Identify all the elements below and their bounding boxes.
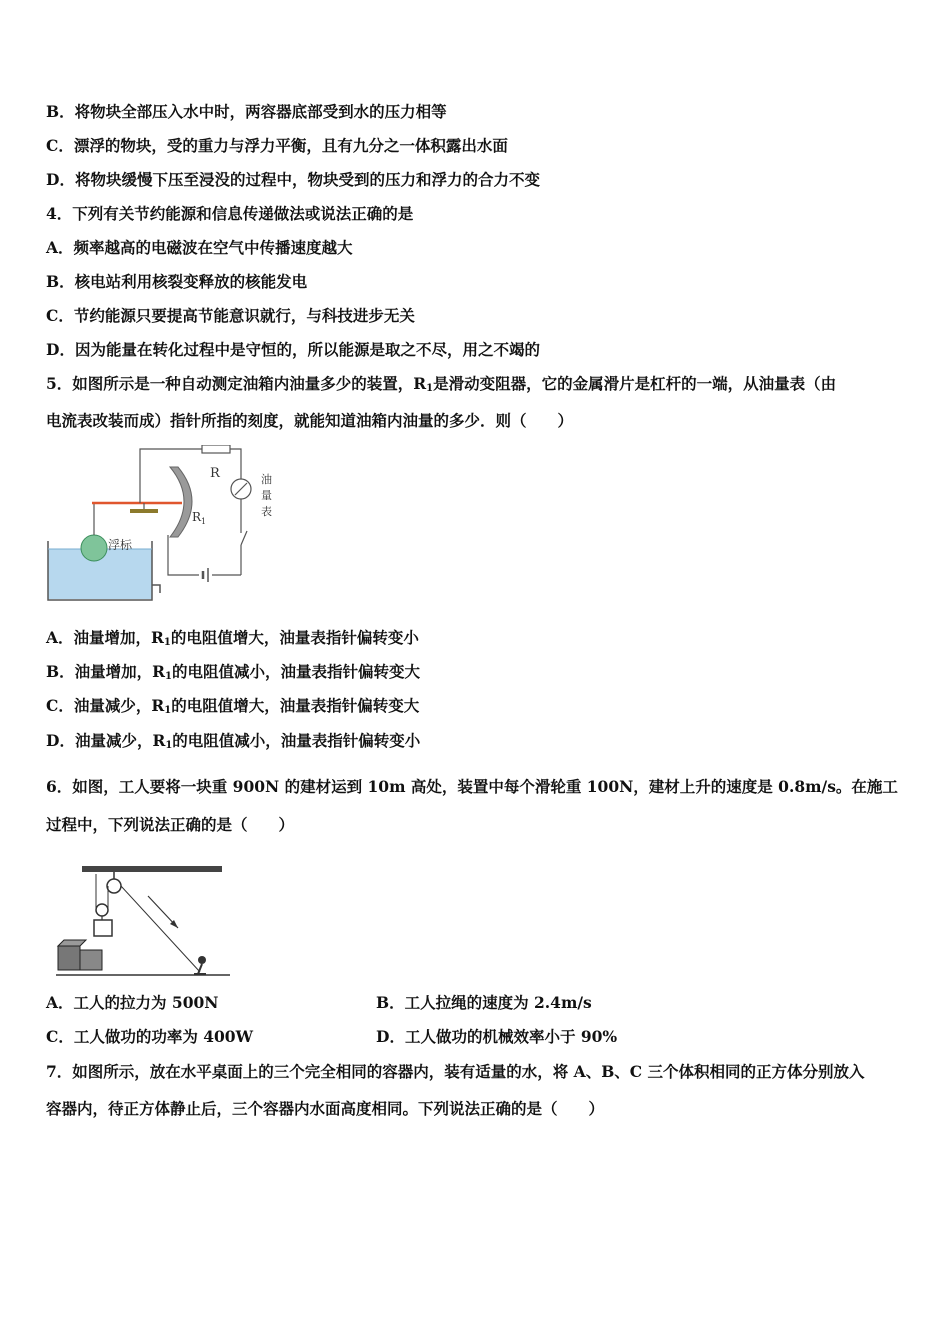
material-stack [58, 946, 80, 970]
oil-gauge-diagram [46, 445, 296, 605]
label-meter-1: 油 [261, 473, 272, 486]
q4-stem: 4．下列有关节约能源和信息传递做法或说法正确的是 [46, 204, 414, 223]
ceiling-beam [82, 866, 222, 872]
worker [198, 956, 206, 964]
label-meter-2: 量 [261, 489, 272, 502]
pivot-support [130, 509, 158, 513]
float-ball [81, 535, 107, 561]
q5-option-d: D．油量减少，$R_1$的电阻值减小，油量表指针偏转变小 [46, 731, 421, 751]
q5-option-b: B．油量增加，$R_1$的电阻值减小，油量表指针偏转变大 [46, 662, 420, 682]
label-r1: $R_1$ [192, 510, 207, 526]
q5-option-a: A．油量增加，$R_1$的电阻值增大，油量表指针偏转变小 [46, 628, 419, 648]
q6-stem-line2: 过程中，下列说法正确的是（ ） [46, 815, 295, 834]
pulley-diagram [52, 862, 232, 980]
q5-stem-line2: 电流表改装而成）指针所指的刻度，就能知道油箱内油量的多少．则（ ） [46, 411, 574, 430]
q3-option-c: C．漂浮的物块，受的重力与浮力平衡，且有九分之一体积露出水面 [46, 136, 508, 155]
q6-option-c: C．工人做功的功率为 400W [46, 1027, 253, 1046]
q5-stem-line1: 5．如图所示是一种自动测定油箱内油量多少的装置，$R_1$是滑动变阻器，它的金属滑片是杠杆的一端，从油量表（由 [46, 374, 837, 394]
label-float: 浮标 [108, 538, 133, 552]
q6-option-b: B．工人拉绳的速度为 2.4m/s [376, 993, 592, 1012]
building-material [94, 920, 112, 936]
label-r: R [210, 466, 220, 481]
resistor-r [202, 445, 230, 453]
q4-option-d: D．因为能量在转化过程中是守恒的，所以能源是取之不尽，用之不竭的 [46, 340, 540, 359]
label-meter-3: 表 [261, 505, 272, 518]
q7-stem-line2: 容器内，待正方体静止后，三个容器内水面高度相同。下列说法正确的是（ ） [46, 1099, 605, 1118]
q4-option-a: A．频率越高的电磁波在空气中传播速度越大 [46, 238, 353, 257]
q6-option-d: D．工人做功的机械效率小于 90% [376, 1027, 618, 1046]
q3-option-b: B．将物块全部压入水中时，两容器底部受到水的压力相等 [46, 102, 447, 121]
q5-option-c: C．油量减少，$R_1$的电阻值增大，油量表指针偏转变大 [46, 696, 420, 716]
q4-option-c: C．节约能源只要提高节能意识就行，与科技进步无关 [46, 306, 415, 325]
q6-option-a: A．工人的拉力为 500N [46, 993, 219, 1012]
q6-stem-line1: 6．如图，工人要将一块重 900N 的建材运到 10m 高处，装置中每个滑轮重 100N，建材上升的速度是 0.8m/s。在施工 [46, 777, 898, 796]
fixed-pulley [107, 879, 121, 893]
q4-option-b: B．核电站利用核裂变释放的核能发电 [46, 272, 308, 291]
movable-pulley [96, 904, 108, 916]
q3-option-d: D．将物块缓慢下压至浸没的过程中，物块受到的压力和浮力的合力不变 [46, 170, 540, 189]
switch [241, 531, 247, 545]
tank-tap [152, 585, 160, 593]
q7-stem-line1: 7．如图所示，放在水平桌面上的三个完全相同的容器内，装有适量的水，将 A、B、C 三个体积相同的正方体分别放入 [46, 1062, 865, 1081]
